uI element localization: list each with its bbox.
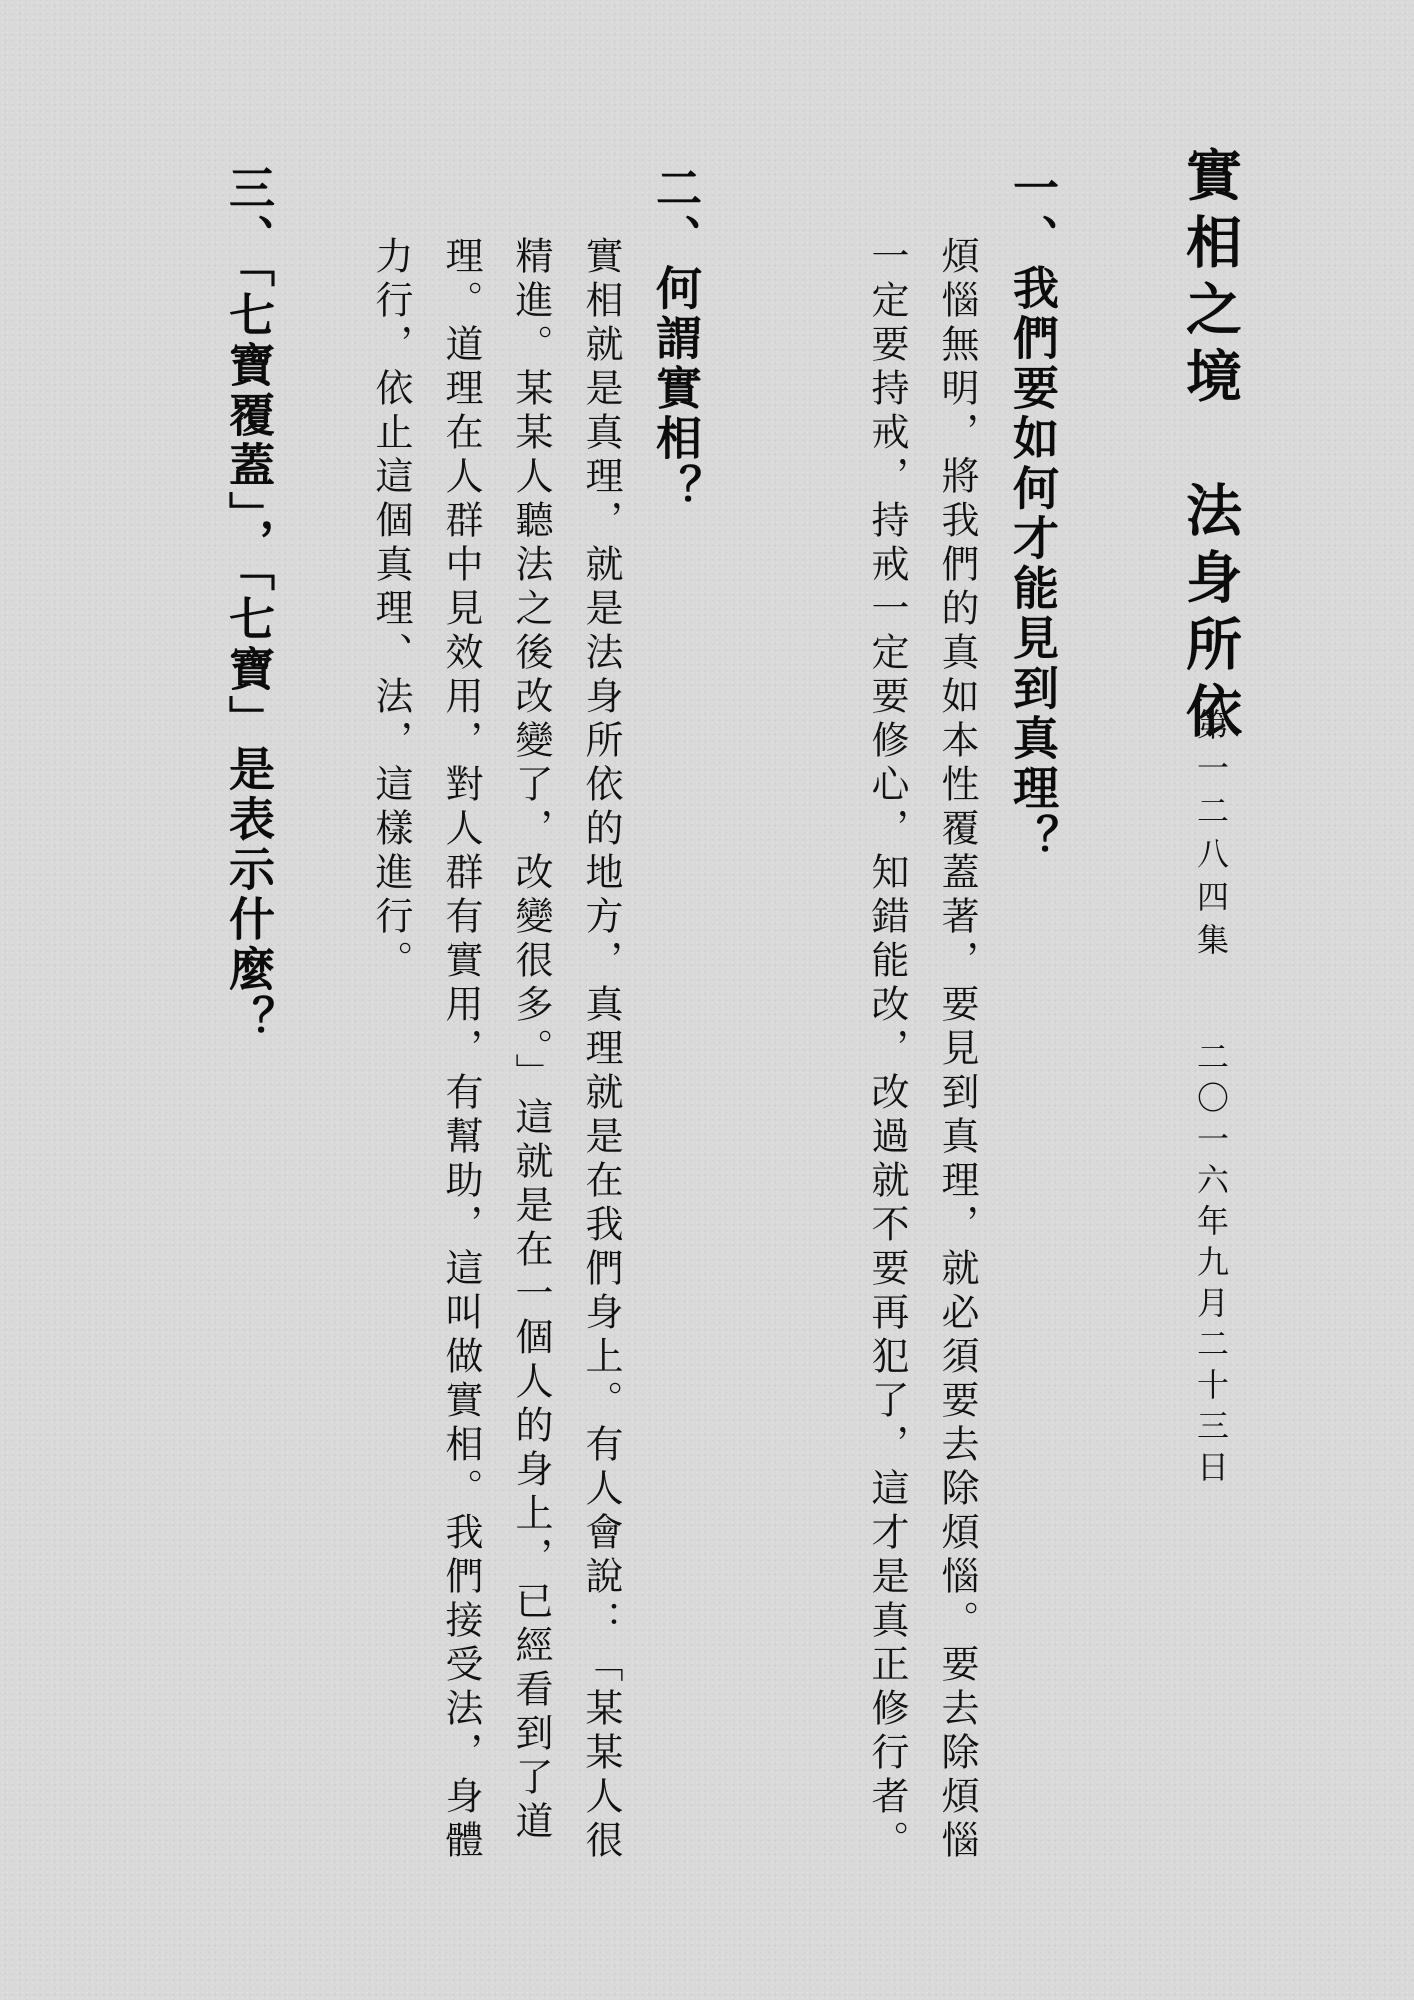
page-title: 實相之境 法身所依	[1177, 146, 1243, 749]
section-1-heading: 一、我們要如何才能見到真理？	[1006, 164, 1060, 864]
section-1-body: 煩惱無明，將我們的真如本性覆蓋著，要見到真理，就必須要去除煩惱。要去除煩惱一定要持戒，持戒一定要修心，知錯能改，改過就不要再犯了，這才是真正修行者。	[865, 236, 979, 1864]
section-3-heading: 三、「七寶覆蓋」，「七寶」是表示什麼？	[222, 164, 276, 1045]
episode-date: 二〇一六年九月二十三日	[1192, 1040, 1230, 1491]
section-2-body: 實相就是真理，就是法身所依的地方，真理就是在我們身上。有人會說：「某某人很精進。某某人聽法之後改變了，改變很多。」這就是在一個人的身上，已經看到了道理。道理在人群中見效用，對人群有實用，有幫助，這叫做實相。我們接受法，身體力行，依止這個真理、法，這樣進行。	[369, 236, 623, 1864]
section-2-heading: 二、何謂實相？	[649, 164, 703, 514]
episode-number: 第一二八四集	[1192, 708, 1230, 966]
